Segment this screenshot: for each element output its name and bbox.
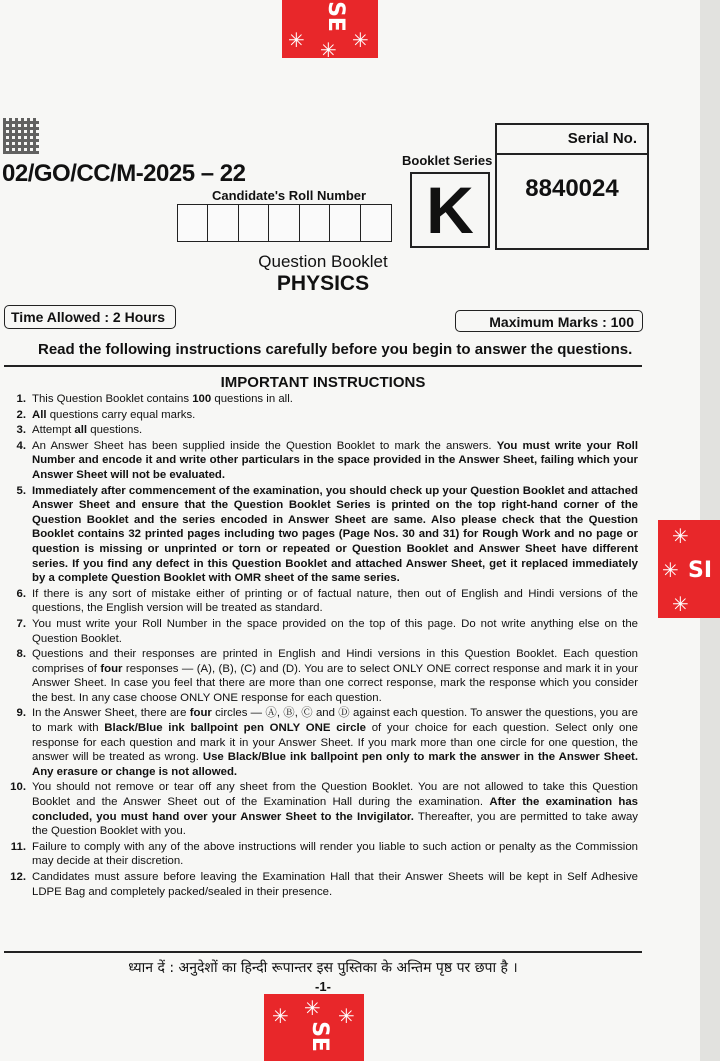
instruction-text: responses — (A), (B), (C) and (D). You are to select ONLY ONE correct response and mark it in your Answer Sheet. In case you feel that there are more than one correct response, mark the response which you consider the best. In any case choose ONLY ONE response for each question.	[32, 662, 638, 704]
instruction-number: 8.	[16, 648, 26, 661]
instruction-number: 4.	[16, 439, 26, 452]
instruction-emphasis: Immediately after commencement of the examination, you should check up your Question Booklet and attached Answer Sheet and ensure that the Question Booklet Series is printed on the top right-hand corner of the Question Booklet and the series encoded in Answer Sheet are same. Also please check that the Question Booklet contains 32 printed pages including two pages (Page Nos. 30 and 31) for Rough Work and no page or question is missing or unprinted or torn or repeated or Question Booklet and Answer Sheet have different series. If you find any defect in this Question Booklet and attached Answer Sheet, get it replaced immediately by a complete Question Booklet with OMR sheet of the same series.	[32, 484, 638, 585]
security-seal-top	[282, 0, 378, 62]
instruction-text: Attempt	[32, 424, 75, 437]
instruction-number: 3.	[16, 424, 26, 437]
instruction-text: Thereafter, you are permitted to take away the Question Booklet with you.	[32, 810, 638, 838]
serial-label: Serial No.	[497, 125, 647, 155]
instruction-emphasis: four	[100, 662, 123, 675]
instruction-number: 10.	[10, 781, 26, 794]
instruction-number: 5.	[16, 484, 26, 497]
instruction-item	[4, 587, 638, 616]
instruction-item	[4, 617, 638, 646]
instruction-text: You should not remove or tear off any sheet from the Question Booklet. You are not allowed to take this Question Booklet and the Answer Sheet out of the Examination Hall during the examination.	[32, 781, 638, 809]
qr-code	[3, 118, 39, 154]
roll-number-digit-box[interactable]	[177, 204, 209, 242]
instruction-emphasis: Black/Blue ink ballpoint pen ONLY ONE circle	[104, 722, 366, 735]
instruction-text: In the Answer Sheet, there are	[32, 707, 190, 720]
roll-number-digit-box[interactable]	[238, 204, 270, 242]
divider	[4, 951, 642, 953]
instruction-emphasis: All	[32, 408, 47, 421]
read-instructions-line: Read the following instructions carefully before you begin to answer the questions.	[38, 341, 633, 358]
instruction-item	[4, 484, 638, 586]
instruction-text: This Question Booklet contains	[32, 393, 193, 405]
instruction-number: 7.	[16, 617, 26, 630]
booklet-series-value: K	[410, 172, 490, 248]
star-icon: ✳	[320, 38, 337, 62]
seal-text: SE	[306, 1021, 332, 1052]
roll-number-label: Candidate's Roll Number	[212, 188, 367, 203]
roll-number-boxes	[178, 204, 392, 242]
roll-number-digit-box[interactable]	[360, 204, 392, 242]
instruction-number: 9.	[16, 707, 26, 720]
seal-text: SE	[322, 1, 348, 32]
serial-number-box	[495, 123, 649, 250]
hindi-note: ध्यान दें : अनुदेशों का हिन्दी रूपान्तर इस पुस्तिका के अन्तिम पृष्ठ पर छपा है ।	[128, 960, 518, 976]
instruction-text: You must write your Roll Number in the space provided on the top of this page. Do not write anything else on the Question Booklet.	[32, 617, 638, 645]
instruction-text: circles — Ⓐ, Ⓑ, Ⓒ and Ⓓ against each question. To answer the questions, you are to mark with	[32, 707, 638, 735]
roll-number-digit-box[interactable]	[268, 204, 300, 242]
instruction-number: 12.	[10, 871, 26, 883]
instructions-list	[4, 392, 638, 900]
security-seal-bottom	[264, 994, 364, 1061]
instruction-emphasis: You must write your Roll Number and encode it and write other particulars in the space provided in the Answer Sheet, failing which your Answer Sheet will not be evaluated.	[32, 439, 638, 481]
subject-title: PHYSICS	[276, 272, 370, 295]
time-allowed: Time Allowed : 2 Hours	[4, 305, 176, 329]
roll-number-digit-box[interactable]	[207, 204, 239, 242]
instruction-emphasis: 100	[192, 393, 212, 405]
star-icon: ✳	[672, 592, 689, 616]
instruction-text: questions carry equal marks.	[46, 408, 196, 421]
instruction-number: 11.	[10, 840, 26, 853]
booklet-title: Question Booklet	[258, 252, 388, 271]
instruction-text: If there is any sort of mistake either of printing or of factual nature, then out of English and Hindi versions of the questions, the English version will be treated as standard.	[32, 587, 638, 615]
instruction-item	[4, 780, 638, 838]
roll-number-digit-box[interactable]	[299, 204, 331, 242]
instruction-text: Questions and their responses are printed in English and Hindi versions in this Question Booklet. Each question comprises of	[32, 648, 638, 675]
instruction-item	[4, 706, 638, 779]
page-number: -1-	[315, 979, 331, 994]
instruction-number: 6.	[16, 587, 26, 600]
instruction-text: questions.	[87, 424, 143, 437]
instruction-text: of your choice for each question. Select only one response for each question and mark it in your Answer Sheet. If you mark more than one circle for one question, the answer will be treated as wrong.	[32, 722, 639, 764]
serial-value: 8840024	[525, 175, 619, 202]
divider	[4, 365, 642, 367]
instruction-item	[4, 840, 638, 869]
instruction-text: Failure to comply with any of the above instructions will render you liable to such action or penalty as the Commission may decide at their discretion.	[32, 840, 638, 868]
instruction-item	[4, 423, 638, 438]
booklet-series-label: Booklet Series	[402, 153, 493, 168]
maximum-marks: Maximum Marks : 100	[455, 310, 643, 332]
paper-code: 02/GO/CC/M-2025 – 22	[2, 160, 246, 187]
star-icon: ✳	[352, 28, 369, 52]
instruction-item	[4, 647, 638, 705]
instruction-text: questions in all.	[211, 393, 293, 405]
star-icon: ✳	[288, 28, 305, 52]
instruction-text: Candidates must assure before leaving the Examination Hall that their Answer Sheets will be kept in Self Adhesive LDPE Bag and completely packed/sealed in their presence.	[32, 871, 638, 898]
instruction-item	[4, 870, 638, 899]
star-icon: ✳	[304, 996, 321, 1020]
instruction-text: An Answer Sheet has been supplied inside the Question Booklet to mark the answers.	[32, 439, 497, 452]
instruction-item	[4, 439, 638, 483]
instruction-item	[4, 392, 638, 407]
instructions-title: IMPORTANT INSTRUCTIONS	[220, 374, 426, 391]
instruction-number: 2.	[16, 408, 26, 421]
security-seal-side	[658, 520, 720, 618]
star-icon: ✳	[272, 1004, 289, 1028]
instruction-number: 1.	[16, 393, 26, 405]
roll-number-digit-box[interactable]	[329, 204, 361, 242]
star-icon: ✳	[662, 558, 679, 582]
star-icon: ✳	[338, 1004, 355, 1028]
instruction-emphasis: After the examination has concluded, you must hand over your Answer Sheet to the Invigilator.	[32, 796, 638, 823]
instruction-emphasis: four	[189, 707, 212, 720]
instruction-emphasis: Use Black/Blue ink ballpoint pen only to mark the answer in the Answer Sheet. Any erasure or change is not allowed.	[32, 751, 638, 778]
instruction-item	[4, 408, 638, 423]
seal-text: SI	[688, 558, 713, 583]
instruction-emphasis: all	[74, 424, 88, 437]
star-icon: ✳	[672, 524, 689, 548]
